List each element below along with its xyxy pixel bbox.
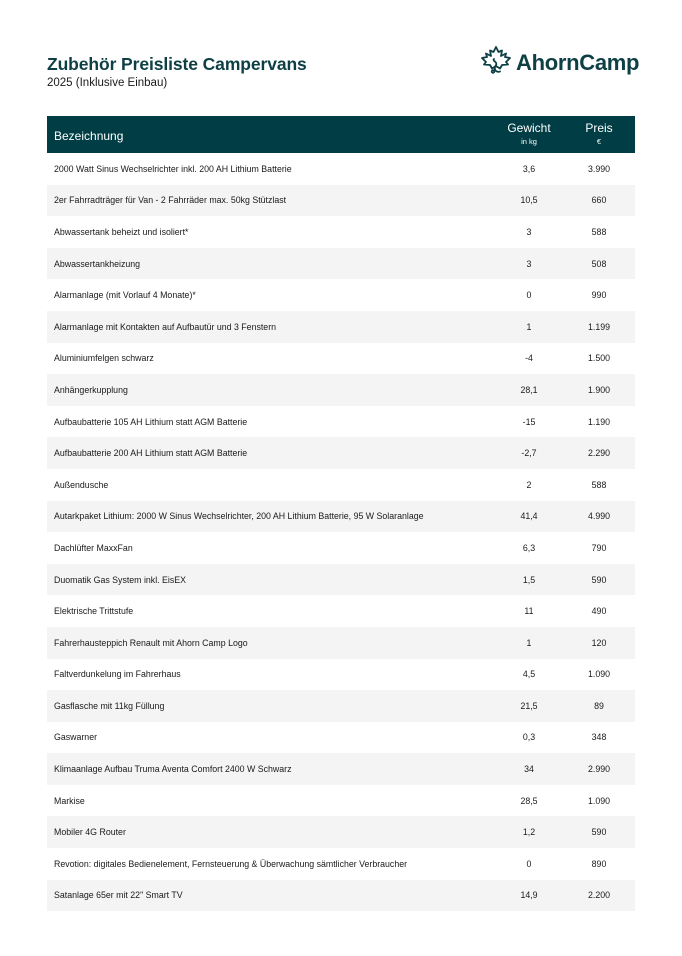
page-header bbox=[47, 54, 307, 90]
table-row bbox=[47, 722, 635, 754]
item-name: Satanlage 65er mit 22" Smart TV bbox=[54, 890, 183, 901]
column-header-weight bbox=[493, 120, 565, 147]
item-price: 348 bbox=[591, 732, 607, 743]
column-header-price bbox=[565, 120, 633, 147]
table-row bbox=[47, 311, 635, 343]
item-name: Alarmanlage mit Kontakten auf Aufbautür und 3 Fenstern bbox=[54, 321, 277, 332]
item-price: 588 bbox=[591, 226, 607, 237]
column-header-weight-label: Gewicht bbox=[507, 120, 551, 135]
table-row bbox=[47, 406, 635, 438]
item-weight: 1,5 bbox=[522, 574, 536, 585]
table-row bbox=[47, 564, 635, 596]
item-price: 3.990 bbox=[587, 163, 610, 174]
table-row bbox=[47, 690, 635, 722]
item-weight: 1 bbox=[526, 637, 532, 648]
item-weight: 34 bbox=[524, 764, 534, 775]
item-name: Gasflasche mit 11kg Füllung bbox=[54, 700, 165, 711]
item-price: 660 bbox=[591, 195, 607, 206]
item-price: 2.200 bbox=[587, 890, 610, 901]
table-row bbox=[47, 595, 635, 627]
item-weight: 3,6 bbox=[522, 163, 536, 174]
brand-name: AhornCamp bbox=[516, 49, 640, 75]
item-weight: 28,5 bbox=[520, 795, 538, 806]
item-name: Dachlüfter MaxxFan bbox=[54, 542, 133, 553]
item-name: Duomatik Gas System inkl. EisEX bbox=[54, 574, 186, 585]
item-name: Faltverdunkelung im Fahrerhaus bbox=[54, 669, 181, 680]
column-header-weight-unit: in kg bbox=[521, 136, 537, 146]
table-row bbox=[47, 816, 635, 848]
item-price: 2.990 bbox=[587, 764, 610, 775]
maple-leaf-icon bbox=[479, 45, 513, 80]
item-weight: 41,4 bbox=[520, 511, 538, 522]
item-weight: 2 bbox=[526, 479, 532, 490]
page-title: Zubehör Preisliste Campervans bbox=[47, 54, 307, 74]
table-row bbox=[47, 659, 635, 691]
item-name: Mobiler 4G Router bbox=[54, 827, 126, 838]
item-price: 890 bbox=[591, 858, 607, 869]
item-weight: 1,2 bbox=[522, 827, 536, 838]
column-header-price-label: Preis bbox=[585, 120, 613, 135]
table-row bbox=[47, 185, 635, 217]
item-name: Markise bbox=[54, 795, 85, 806]
item-price: 120 bbox=[591, 637, 607, 648]
column-header-name: Bezeichnung bbox=[54, 129, 124, 143]
item-weight: 10,5 bbox=[520, 195, 538, 206]
table-row bbox=[47, 374, 635, 406]
item-weight: 1 bbox=[526, 321, 532, 332]
table-row bbox=[47, 469, 635, 501]
brand-logo bbox=[479, 45, 639, 80]
item-price: 590 bbox=[591, 827, 607, 838]
item-weight: 11 bbox=[524, 606, 534, 617]
item-weight: 3 bbox=[526, 258, 532, 269]
item-price: 1.500 bbox=[587, 353, 610, 364]
item-price: 1.090 bbox=[587, 795, 610, 806]
item-price: 990 bbox=[591, 290, 607, 301]
item-price: 89 bbox=[594, 700, 604, 711]
table-row bbox=[47, 532, 635, 564]
item-name: Außendusche bbox=[54, 479, 109, 490]
item-price: 1.900 bbox=[587, 384, 610, 395]
table-row bbox=[47, 785, 635, 817]
item-weight: 6,3 bbox=[522, 542, 536, 553]
price-table bbox=[47, 116, 635, 911]
table-header bbox=[47, 116, 635, 153]
table-row bbox=[47, 216, 635, 248]
item-weight: -2,7 bbox=[521, 448, 537, 459]
item-weight: 3 bbox=[526, 226, 532, 237]
item-name: Gaswarner bbox=[54, 732, 98, 743]
item-weight: 21,5 bbox=[520, 700, 538, 711]
item-name: 2er Fahrradträger für Van - 2 Fahrräder max. 50kg Stützlast bbox=[54, 195, 287, 206]
item-name: Klimaanlage Aufbau Truma Aventa Comfort 2400 W Schwarz bbox=[54, 764, 292, 775]
item-price: 2.290 bbox=[587, 448, 610, 459]
item-price: 508 bbox=[591, 258, 607, 269]
item-price: 590 bbox=[591, 574, 607, 585]
table-row bbox=[47, 880, 635, 912]
item-weight: -4 bbox=[525, 353, 533, 364]
item-price: 1.199 bbox=[587, 321, 610, 332]
table-row bbox=[47, 437, 635, 469]
item-weight: 4,5 bbox=[522, 669, 536, 680]
table-row bbox=[47, 343, 635, 375]
item-name: Alarmanlage (mit Vorlauf 4 Monate)* bbox=[54, 290, 196, 301]
item-price: 1.090 bbox=[587, 669, 610, 680]
table-row bbox=[47, 153, 635, 185]
item-weight: 0 bbox=[526, 290, 532, 301]
item-price: 4.990 bbox=[587, 511, 610, 522]
item-name: Aufbaubatterie 105 AH Lithium statt AGM Batterie bbox=[54, 416, 248, 427]
table-body bbox=[47, 153, 635, 911]
item-name: Elektrische Trittstufe bbox=[54, 606, 134, 617]
item-price: 1.190 bbox=[587, 416, 610, 427]
item-name: Aufbaubatterie 200 AH Lithium statt AGM Batterie bbox=[54, 448, 248, 459]
column-header-price-unit: € bbox=[596, 136, 602, 146]
item-name: Aluminiumfelgen schwarz bbox=[54, 353, 154, 364]
table-row bbox=[47, 848, 635, 880]
item-price: 588 bbox=[591, 479, 607, 490]
table-row bbox=[47, 627, 635, 659]
table-row bbox=[47, 753, 635, 785]
table-row bbox=[47, 501, 635, 533]
item-weight: 0 bbox=[526, 858, 532, 869]
item-name: Fahrerhausteppich Renault mit Ahorn Camp Logo bbox=[54, 637, 248, 648]
item-name: 2000 Watt Sinus Wechselrichter inkl. 200 AH Lithium Batterie bbox=[54, 163, 292, 174]
item-weight: 0,3 bbox=[522, 732, 536, 743]
item-name: Anhängerkupplung bbox=[54, 384, 128, 395]
item-name: Autarkpaket Lithium: 2000 W Sinus Wechselrichter, 200 AH Lithium Batterie, 95 W Solaranlage bbox=[54, 511, 424, 522]
item-price: 790 bbox=[591, 542, 607, 553]
item-price: 490 bbox=[591, 606, 607, 617]
item-name: Revotion: digitales Bedienelement, Fernsteuerung & Überwachung sämtlicher Verbraucher bbox=[54, 858, 408, 869]
item-weight: 28,1 bbox=[520, 384, 538, 395]
table-row bbox=[47, 248, 635, 280]
table-row bbox=[47, 279, 635, 311]
item-name: Abwassertankheizung bbox=[54, 258, 141, 269]
item-weight: 14,9 bbox=[520, 890, 538, 901]
item-name: Abwassertank beheizt und isoliert* bbox=[54, 226, 189, 237]
item-weight: -15 bbox=[522, 416, 536, 427]
page-subtitle: 2025 (Inklusive Einbau) bbox=[47, 77, 168, 89]
